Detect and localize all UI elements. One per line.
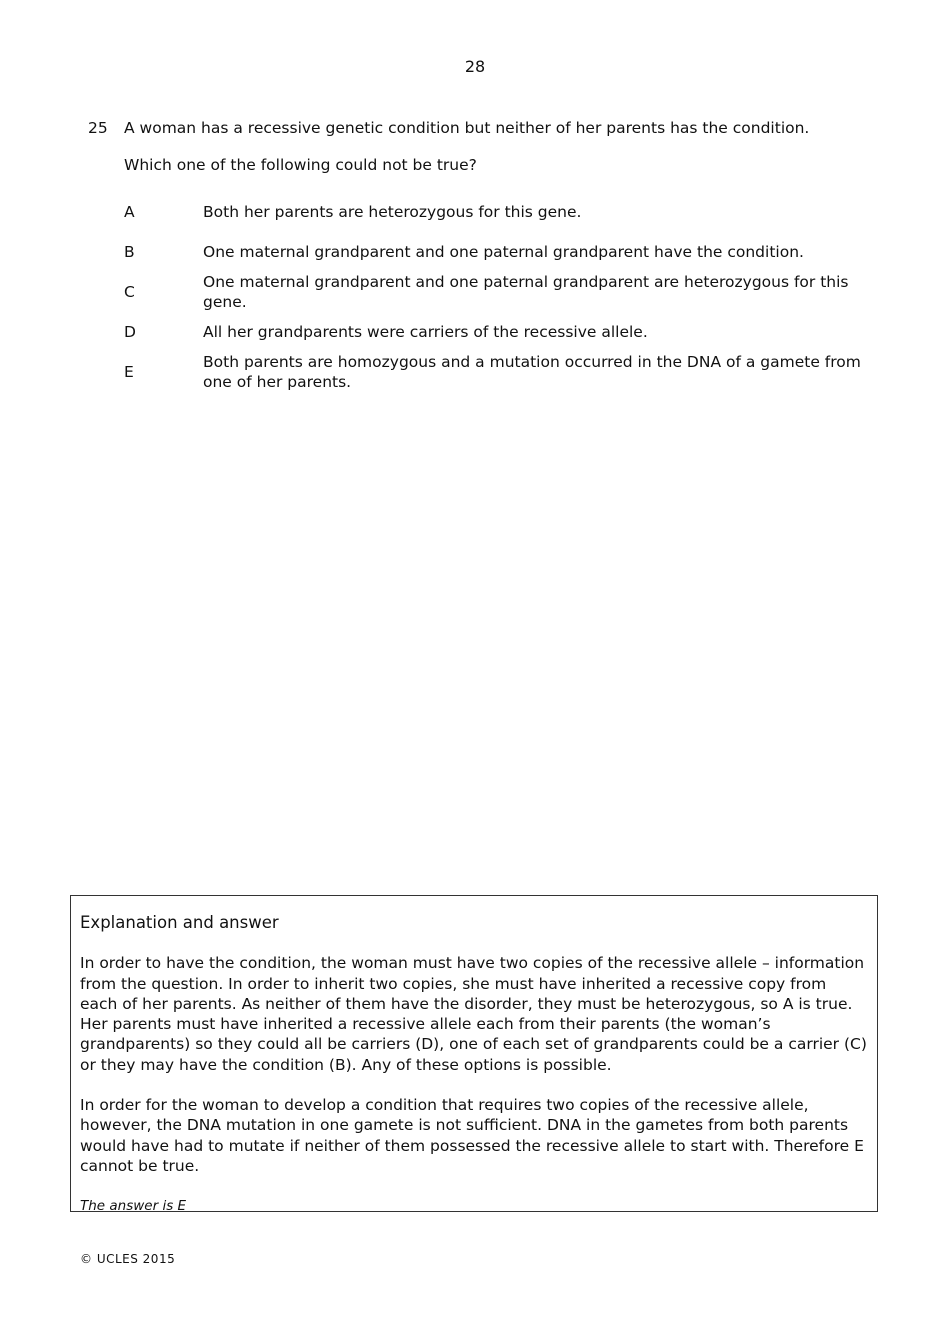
option-text: One maternal grandparent and one paternal grandparent have the condition. (203, 243, 804, 261)
question-prompt: Which one of the following could not be true? (124, 156, 477, 174)
option-letter: E (124, 363, 134, 381)
option-text: All her grandparents were carriers of the recessive allele. (203, 323, 648, 341)
explanation-paragraph-1: In order to have the condition, the woman must have two copies of the recessive allele – information from the question. In order to inherit two copies, she must have inherited a recessive copy from each of her parents. As neither of them have the disorder, they must be heterozygous, so A is true. Her parents must have inherited a recessive allele each from their parents (the woman’s grandparents) so they could all be carriers (D), one of each set of grandparents could be a carrier (C) or they may have the condition (B). Any of these options is possible. (80, 954, 867, 1074)
option-text: One maternal grandparent and one paternal grandparent are heterozygous for this gene. (203, 273, 849, 311)
option-c (124, 272, 878, 312)
option-text: Both her parents are heterozygous for this gene. (203, 203, 582, 221)
question-stem-row (88, 119, 878, 137)
option-letter: C (124, 283, 135, 301)
option-letter: B (124, 243, 135, 261)
page-number: 28 (464, 57, 486, 76)
copyright-notice: © UCLES 2015 (80, 1252, 176, 1266)
option-text: Both parents are homozygous and a mutation occurred in the DNA of a gamete from one of her parents. (203, 353, 861, 391)
question-block (88, 119, 878, 392)
answer-options (124, 192, 878, 392)
option-b (124, 232, 878, 272)
question-stem: A woman has a recessive genetic condition but neither of her parents has the condition. (124, 119, 810, 137)
option-letter: A (124, 203, 135, 221)
explanation-box (70, 895, 878, 1215)
question-number: 25 (88, 119, 108, 137)
explanation-paragraph-2: In order for the woman to develop a condition that requires two copies of the recessive allele, however, the DNA mutation in one gamete is not sufficient. DNA in the gametes from both parents would have had to mutate if neither of them possessed the recessive allele to start with. Therefore E cannot be true. (80, 1096, 864, 1175)
option-letter: D (124, 323, 136, 341)
option-e (124, 352, 878, 392)
explanation-answer: The answer is E (80, 1198, 187, 1215)
option-d (124, 312, 878, 352)
option-a (124, 192, 878, 232)
explanation-heading: Explanation and answer (80, 913, 279, 932)
